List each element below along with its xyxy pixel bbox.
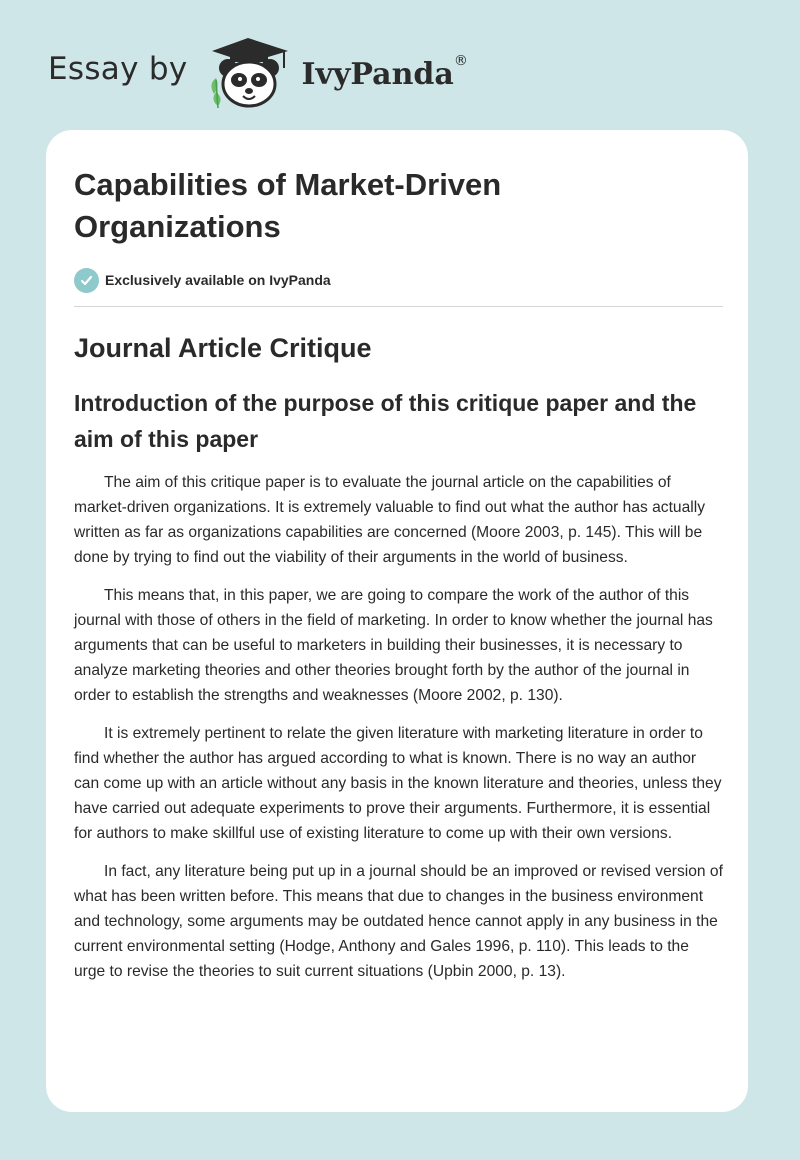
check-badge-icon (74, 268, 99, 293)
brand-text: IvyPanda (301, 56, 454, 92)
paragraph: This means that, in this paper, we are going to compare the work of the author of this journal with those of others in the field of marketing. In order to know whether the journal has arguments that can be useful to marketers in building their businesses, it is necessary to analyze marketing theories and other theories brought forth by the author of the journal in order to establish the strengths and weaknesses (Moore 2002, p. 130). (74, 587, 713, 704)
site-header (48, 34, 468, 110)
subsection-heading: Introduction of the purpose of this critique paper and the aim of this paper (74, 390, 697, 452)
article-card (46, 130, 748, 1112)
section-heading: Journal Article Critique (74, 333, 372, 363)
panda-graduate-logo-icon[interactable] (204, 34, 296, 110)
paragraph: It is extremely pertinent to relate the given literature with marketing literature in order to find whether the author has argued according to what is known. There is no way an author can come up with an article without any basis in the known literature and theories, unless they have carried out adequate experiments to prove their arguments. Furthermore, it is essential for authors to make skillful use of existing literature to come up with their own versions. (74, 725, 722, 842)
essay-by-label: Essay by (48, 51, 188, 87)
exclusive-badge (74, 267, 722, 293)
registered-mark: ® (453, 52, 468, 69)
article-body (74, 470, 722, 984)
exclusive-label: Exclusively available on IvyPanda (105, 272, 331, 288)
article-title: Capabilities of Market-Driven Organizations (74, 167, 502, 244)
paragraph: The aim of this critique paper is to evaluate the journal article on the capabilities of market-driven organizations. It is extremely valuable to find out what the author has actually written as far as organizations capabilities are concerned (Moore 2003, p. 145). This will be done by trying to find out the viability of their arguments in the world of business. (74, 474, 706, 566)
divider (74, 306, 723, 307)
paragraph: In fact, any literature being put up in a journal should be an improved or revised version of what has been written before. This means that due to changes in the business environment and technology, some arguments may be outdated hence cannot apply in any business in the current environmental setting (Hodge, Anthony and Gales 1996, p. 110). This leads to the urge to revise the theories to suit current situations (Upbin 2000, p. 13). (74, 863, 723, 980)
brand-name[interactable] (301, 52, 468, 92)
